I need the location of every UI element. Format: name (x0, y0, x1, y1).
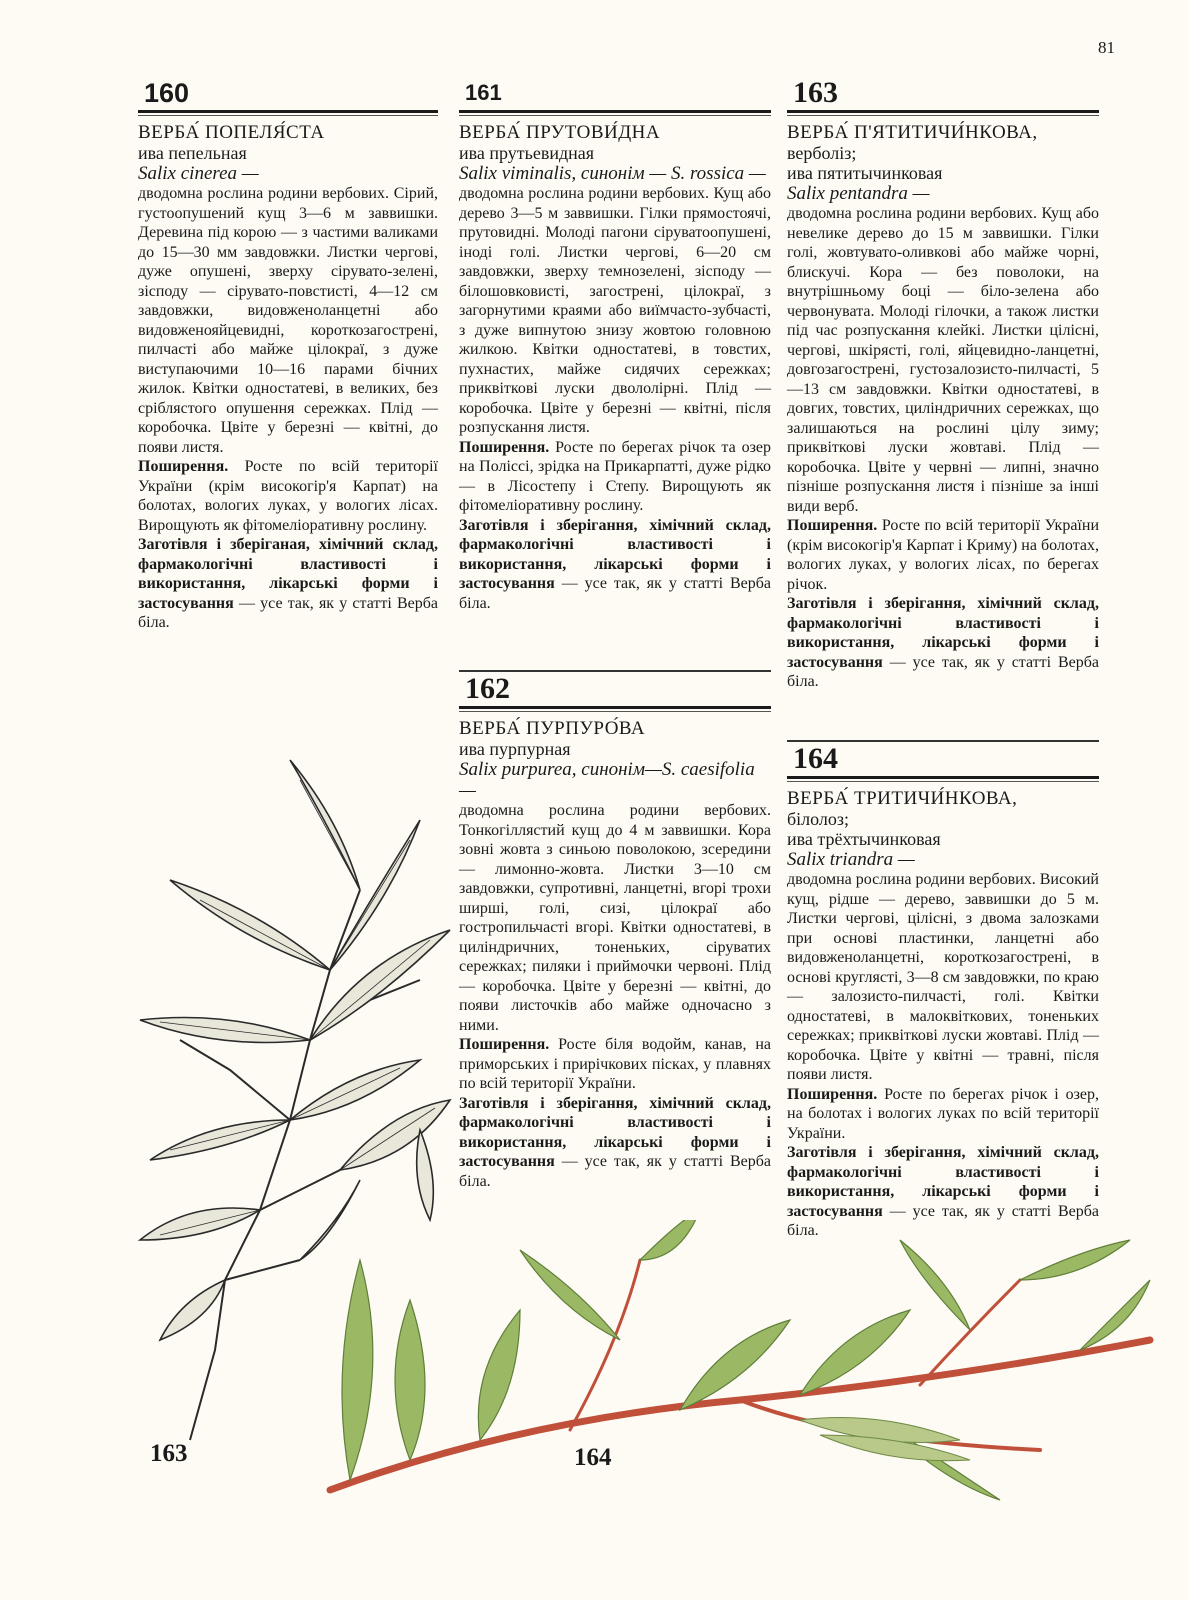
usage-text: — усе так, як у статті Верба біла. (459, 1153, 772, 1190)
entry-number: 163 (793, 76, 838, 109)
latin-name: Salix pentandra — (787, 183, 930, 204)
entry-number: 160 (144, 78, 190, 108)
description: дводомна рослина родини вербових. Кущ або невелике дерево до 15 м заввишки. Гілки голі, жовтувато-оливкові або майже чорні, блискучі. Кора — без поволоки, на внутрішньому боці — біло-зелена або червонувата. Молоді гілочки, а також листки під час розпускання клейкі. Листки цілісні, чергові, шкірясті, голі, яйцевидно-ланцетні, довгозагострені, густозалозисто-пилчасті, 5—13 см завдовжки. Квітки одностатеві, в довгих, товстих, циліндричних сережках, що залишаються на рослині цілу зиму; приквіткові луски жовтаві. Плід — коробочка. Цвіте у червні — липні, значно пізніше розпускання листя і пізніше за інші види верб. (787, 205, 1099, 515)
usage-text: — усе так, як у статті Верба біла. (787, 1202, 1100, 1239)
entry-number: 164 (793, 742, 838, 775)
alt-name: верболіз; (787, 143, 857, 163)
light-rule (138, 115, 438, 116)
usage-label: Заготівля і зберігання, хімічний склад, фармакологічні властивості і використання, лікарські форми і застосування (787, 595, 1099, 671)
entry-number: 162 (465, 672, 510, 705)
latin-name: Salix triandra — (787, 849, 915, 870)
russian-name: ива пятитычинковая (787, 163, 943, 183)
usage-text: — усе так, як у статті Верба біла. (459, 575, 772, 612)
heavy-rule (787, 110, 1099, 113)
usage-label: Заготівля і зберігання, хімічний склад, фармакологічні властивості і використання, лікарські форми і застосування (459, 1094, 771, 1170)
description: дводомна рослина родини вербових. Кущ або дерево 3—5 м заввишки. Гілки прямостоячі, прутовидні. Молоді пагони сіруватоопушені, іноді голі. Листки чергові, 6—20 см завдовжки, зверху темнозелені, зісподу — білошовковисті, загострені, цілокраї, з загорнутими краями або виїмчасто-зубчасті, з дуже випнутою знизу жовтою головною жилкою. Квітки одностатеві, в товстих, пухнастих, майже сидячих сережках; приквіткові луски двололірні. Плід — коробочка. Цвіте у березні — квітні, після розпускання листя. (459, 185, 771, 436)
distribution-label: Поширення. (787, 1085, 878, 1103)
distribution-label: Поширення. (459, 438, 550, 456)
heavy-rule (459, 706, 771, 709)
entry-number: 161 (465, 80, 502, 105)
description: дводомна рослина родини вербових. Тонкогіллястий кущ до 4 м заввишки. Кора зовні жовта з синьою поволокою, зсередини — лимонно-жовта. Листки 3—10 см завдовжки, супротивні, ланцетні, вгорі трохи ширші, голі, сизі, цілокраї або гостропильчасті вгорі. Квітки одностатеві, в циліндричних, тоненьких, сіруватих сережках; пиляки і приймочки червоні. Плід — коробочка. Цвіте у березні — квітні, до появи листочків або майже одночасно з ними. (459, 802, 771, 1034)
distribution-section (787, 1085, 1099, 1144)
distribution-section (459, 1035, 771, 1094)
entry-title: ВЕРБА́ ПОПЕЛЯ́СТА (138, 122, 325, 143)
entry-162 (459, 668, 771, 1191)
usage-label: Заготівля і зберігання, хімічний склад, фармакологічні властивості і використання, лікарські форми і застосування (787, 1144, 1099, 1220)
entry-title: ВЕРБА́ ТРИТИЧИ́НКОВА, (787, 788, 1018, 809)
entry-163 (787, 76, 1099, 692)
usage-label: Заготівля і зберігання, хімічний склад, фармакологічні властивості і використання, лікарські форми і застосування (459, 516, 771, 592)
latin-name: Salix viminalis, синонім — S. rossica — (459, 163, 766, 184)
plate-label-164: 164 (574, 1444, 612, 1471)
description: дводомна рослина родини вербових. Сірий, густоопушений кущ 3—6 м заввишки. Деревина під корою — з частими валиками до 15—30 мм завдовжки. Листки чергові, дуже опушені, зверху сірувато-зелені, зісподу — сірувато-повстисті, 4—12 см завдовжки, видовженоланцетні або видовженояйцевидні, короткозагострені, пилчасті або майже цілокраї, з дуже виступаючими 10—16 парами бічних жилок. Квітки одностатеві, в великих, без сріблястого опушення сережках. Плід — коробочка. Цвіте у березні — квітні, до появи листя. (138, 185, 438, 456)
entry-title: ВЕРБА́ ПУРПУРО́ВА (459, 718, 646, 739)
light-rule (787, 115, 1099, 116)
colored-willow-branch (320, 1220, 1160, 1510)
light-rule (787, 781, 1099, 782)
russian-name: ива пепельная (138, 143, 247, 163)
distribution-section (138, 457, 438, 535)
heavy-rule (138, 110, 438, 113)
entry-161 (459, 76, 771, 613)
distribution-label: Поширення. (138, 458, 229, 475)
russian-name: ива прутьевидная (459, 143, 595, 163)
light-rule (459, 711, 771, 712)
entry-title: ВЕРБА́ П'ЯТИТИЧИ́НКОВА, (787, 122, 1038, 143)
usage-text: — усе так, як у статті Верба біла. (138, 594, 439, 631)
usage-section (787, 594, 1099, 692)
heavy-rule (787, 776, 1099, 779)
usage-text: — усе так, як у статті Верба біла. (787, 653, 1100, 690)
usage-section (459, 1094, 771, 1192)
plate-label-163: 163 (150, 1440, 188, 1467)
russian-name: ива пурпурная (459, 739, 571, 759)
entry-title: ВЕРБА́ ПРУТОВИ́ДНА (459, 122, 661, 143)
distribution-section (459, 438, 771, 516)
distribution-label: Поширення. (459, 1036, 550, 1053)
distribution-text: Росте по берегах річок та озер на Поліссі, зрідка на Прикарпатті, дуже рідко — в Лісостепу і Степу. Вирощують як фітомеліоративну рослину. (459, 438, 771, 514)
description: дводомна рослина родини вербових. Високий кущ, рідше — дерево, заввишки до 5 м. Листки чергові, цілісні, з двома залозками при основі пластинки, ланцетні або видовженоланцетні, короткозагострені, в основі круглясті, 3—8 см завдовжки, по краю — залозисто-пилчасті, голі. Квітки одностатеві, в малоквіткових, тоненьких сережках; приквіткові луски жовтаві. Плід — коробочка. Цвіте у квітні — травні, після появи листя. (787, 871, 1099, 1083)
distribution-text: Росте по всій території України (крім високогір'я Карпат) на болотах, вологих луках, у вологих лісах. Вирощують як фітомеліоративну рослину. (138, 458, 438, 534)
distribution-text: Росте по всій території України (крім високогір'я Карпат і Криму) на болотах, вологих луках, у вологих лісах, по берегах річок. (787, 517, 1099, 593)
entry-164 (787, 738, 1099, 1241)
entry-160 (138, 76, 438, 633)
usage-label: Заготівля і зберіганая, хімічний склад, фармакологічні властивості і використання, лікарські форми і застосування (138, 536, 438, 612)
heavy-rule (459, 110, 771, 113)
distribution-label: Поширення. (787, 517, 878, 534)
distribution-section (787, 516, 1099, 594)
usage-section (138, 535, 438, 633)
distribution-text: Росте по берегах річок і озер, на болотах і вологих луках по всій території України. (787, 1085, 1099, 1142)
alt-name: білолоз; (787, 809, 849, 829)
light-rule (459, 115, 771, 116)
latin-name: Salix cinerea — (138, 163, 259, 184)
russian-name: ива трёхтычинковая (787, 829, 941, 849)
latin-name: Salix purpurea, синонім—S. caesifolia — (459, 759, 755, 801)
usage-section (459, 516, 771, 614)
distribution-text: Росте біля водойм, канав, на приморських і прирічкових пісках, у плавнях по всій території України. (459, 1036, 771, 1092)
page-number: 81 (1098, 38, 1115, 57)
